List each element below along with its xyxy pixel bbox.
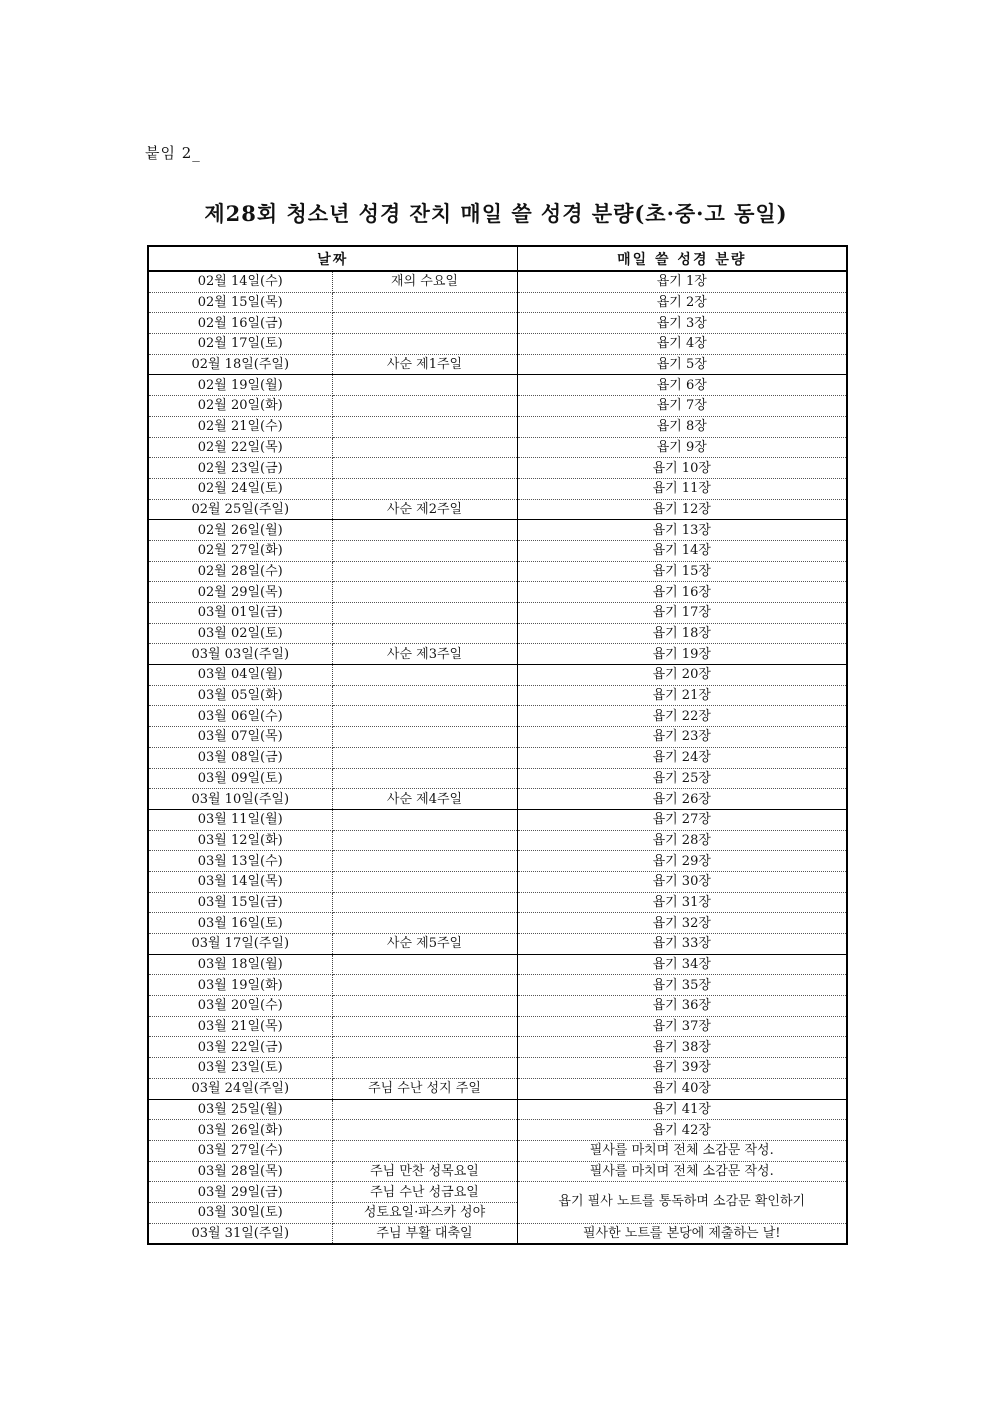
date-cell: 03월 16일(토) xyxy=(148,913,332,934)
table-row xyxy=(148,458,847,479)
table-row xyxy=(148,727,847,748)
event-cell xyxy=(332,292,517,313)
date-cell: 03월 19일(화) xyxy=(148,975,332,996)
table-row xyxy=(148,603,847,624)
table-row xyxy=(148,313,847,334)
chapter-cell: 욥기 37장 xyxy=(517,1016,847,1037)
chapter-cell: 욥기 10장 xyxy=(517,458,847,479)
event-cell: 주님 만찬 성목요일 xyxy=(332,1161,517,1182)
date-cell: 02월 22일(목) xyxy=(148,437,332,458)
table-row xyxy=(148,520,847,541)
event-cell: 사순 제4주일 xyxy=(332,789,517,810)
date-cell: 02월 28일(수) xyxy=(148,561,332,582)
schedule-body xyxy=(148,271,847,1244)
date-cell: 03월 23일(토) xyxy=(148,1058,332,1079)
header-row xyxy=(148,246,847,271)
table-row xyxy=(148,1016,847,1037)
table-row xyxy=(148,996,847,1017)
date-cell: 02월 27일(화) xyxy=(148,540,332,561)
event-cell xyxy=(332,871,517,892)
date-cell: 03월 18일(월) xyxy=(148,954,332,975)
chapter-cell: 욥기 26장 xyxy=(517,789,847,810)
event-cell xyxy=(332,437,517,458)
chapter-cell: 욥기 5장 xyxy=(517,354,847,375)
chapter-cell: 욥기 필사 노트를 통독하며 소감문 확인하기 xyxy=(517,1182,847,1223)
event-cell xyxy=(332,396,517,417)
header-date: 날짜 xyxy=(148,246,517,271)
event-cell: 주님 부활 대축일 xyxy=(332,1223,517,1244)
chapter-cell: 욥기 16장 xyxy=(517,582,847,603)
chapter-cell: 욥기 29장 xyxy=(517,851,847,872)
date-cell: 02월 25일(주일) xyxy=(148,499,332,520)
chapter-cell: 욥기 2장 xyxy=(517,292,847,313)
event-cell xyxy=(332,478,517,499)
date-cell: 03월 02일(토) xyxy=(148,623,332,644)
date-cell: 02월 29일(목) xyxy=(148,582,332,603)
table-row xyxy=(148,851,847,872)
table-row xyxy=(148,582,847,603)
date-cell: 03월 01일(금) xyxy=(148,603,332,624)
chapter-cell: 필사를 마치며 전체 소감문 작성. xyxy=(517,1140,847,1161)
chapter-cell: 욥기 6장 xyxy=(517,375,847,396)
event-cell xyxy=(332,1120,517,1141)
table-row xyxy=(148,561,847,582)
table-row xyxy=(148,954,847,975)
date-cell: 02월 17일(토) xyxy=(148,334,332,355)
date-cell: 02월 16일(금) xyxy=(148,313,332,334)
date-cell: 03월 24일(주일) xyxy=(148,1078,332,1099)
table-row xyxy=(148,809,847,830)
chapter-cell: 욥기 42장 xyxy=(517,1120,847,1141)
table-row xyxy=(148,1037,847,1058)
chapter-cell: 욥기 38장 xyxy=(517,1037,847,1058)
table-row xyxy=(148,830,847,851)
event-cell xyxy=(332,1016,517,1037)
table-row xyxy=(148,1161,847,1182)
date-cell: 03월 25일(월) xyxy=(148,1099,332,1120)
table-row xyxy=(148,892,847,913)
event-cell xyxy=(332,727,517,748)
date-cell: 02월 20일(화) xyxy=(148,396,332,417)
chapter-cell: 욥기 34장 xyxy=(517,954,847,975)
table-row xyxy=(148,685,847,706)
event-cell xyxy=(332,561,517,582)
chapter-cell: 욥기 31장 xyxy=(517,892,847,913)
event-cell xyxy=(332,706,517,727)
event-cell xyxy=(332,747,517,768)
date-cell: 02월 19일(월) xyxy=(148,375,332,396)
chapter-cell: 욥기 11장 xyxy=(517,478,847,499)
date-cell: 02월 14일(수) xyxy=(148,271,332,292)
event-cell xyxy=(332,623,517,644)
event-cell xyxy=(332,685,517,706)
event-cell: 사순 제2주일 xyxy=(332,499,517,520)
date-cell: 03월 22일(금) xyxy=(148,1037,332,1058)
chapter-cell: 욥기 12장 xyxy=(517,499,847,520)
table-row xyxy=(148,396,847,417)
date-cell: 03월 13일(수) xyxy=(148,851,332,872)
chapter-cell: 욥기 33장 xyxy=(517,934,847,955)
table-row xyxy=(148,540,847,561)
date-cell: 03월 21일(목) xyxy=(148,1016,332,1037)
event-cell xyxy=(332,809,517,830)
chapter-cell: 욥기 7장 xyxy=(517,396,847,417)
table-row xyxy=(148,478,847,499)
chapter-cell: 욥기 35장 xyxy=(517,975,847,996)
table-row xyxy=(148,375,847,396)
date-cell: 02월 26일(월) xyxy=(148,520,332,541)
table-row xyxy=(148,913,847,934)
date-cell: 03월 28일(목) xyxy=(148,1161,332,1182)
chapter-cell: 욥기 15장 xyxy=(517,561,847,582)
event-cell xyxy=(332,975,517,996)
event-cell xyxy=(332,1099,517,1120)
chapter-cell: 욥기 14장 xyxy=(517,540,847,561)
table-row xyxy=(148,871,847,892)
attachment-label: 붙임 2_ xyxy=(145,144,201,162)
table-row xyxy=(148,1078,847,1099)
table-row xyxy=(148,1182,847,1203)
event-cell xyxy=(332,851,517,872)
chapter-cell: 욥기 30장 xyxy=(517,871,847,892)
date-cell: 03월 30일(토) xyxy=(148,1202,332,1223)
event-cell xyxy=(332,582,517,603)
date-cell: 02월 24일(토) xyxy=(148,478,332,499)
chapter-cell: 욥기 13장 xyxy=(517,520,847,541)
chapter-cell: 욥기 27장 xyxy=(517,809,847,830)
event-cell xyxy=(332,1037,517,1058)
table-row xyxy=(148,1099,847,1120)
event-cell xyxy=(332,665,517,686)
chapter-cell: 욥기 4장 xyxy=(517,334,847,355)
table-row xyxy=(148,768,847,789)
event-cell: 사순 제1주일 xyxy=(332,354,517,375)
date-cell: 03월 12일(화) xyxy=(148,830,332,851)
event-cell: 사순 제3주일 xyxy=(332,644,517,665)
date-cell: 02월 21일(수) xyxy=(148,416,332,437)
event-cell xyxy=(332,996,517,1017)
page-title: 제28회 청소년 성경 잔치 매일 쓸 성경 분량(초·중·고 동일) xyxy=(204,201,788,226)
event-cell xyxy=(332,603,517,624)
event-cell xyxy=(332,334,517,355)
chapter-cell: 욥기 28장 xyxy=(517,830,847,851)
date-cell: 03월 26일(화) xyxy=(148,1120,332,1141)
date-cell: 03월 10일(주일) xyxy=(148,789,332,810)
chapter-cell: 욥기 23장 xyxy=(517,727,847,748)
table-row xyxy=(148,1058,847,1079)
date-cell: 03월 08일(금) xyxy=(148,747,332,768)
schedule-table xyxy=(147,245,848,1245)
date-cell: 03월 11일(월) xyxy=(148,809,332,830)
event-cell: 주님 수난 성금요일 xyxy=(332,1182,517,1203)
chapter-cell: 욥기 17장 xyxy=(517,603,847,624)
date-cell: 03월 05일(화) xyxy=(148,685,332,706)
event-cell xyxy=(332,313,517,334)
event-cell: 성토요일·파스카 성야 xyxy=(332,1202,517,1223)
table-row xyxy=(148,665,847,686)
table-row xyxy=(148,1140,847,1161)
event-cell xyxy=(332,892,517,913)
date-cell: 03월 07일(목) xyxy=(148,727,332,748)
table-row xyxy=(148,934,847,955)
table-row xyxy=(148,271,847,292)
chapter-cell: 욥기 1장 xyxy=(517,271,847,292)
chapter-cell: 욥기 40장 xyxy=(517,1078,847,1099)
event-cell xyxy=(332,1058,517,1079)
event-cell: 재의 수요일 xyxy=(332,271,517,292)
event-cell xyxy=(332,954,517,975)
table-row xyxy=(148,623,847,644)
table-row xyxy=(148,975,847,996)
chapter-cell: 욥기 19장 xyxy=(517,644,847,665)
event-cell xyxy=(332,540,517,561)
table-row xyxy=(148,354,847,375)
table-row xyxy=(148,789,847,810)
chapter-cell: 필사한 노트를 본당에 제출하는 날! xyxy=(582,1225,781,1241)
chapter-cell: 욥기 41장 xyxy=(517,1099,847,1120)
event-cell xyxy=(332,768,517,789)
chapter-cell: 욥기 39장 xyxy=(517,1058,847,1079)
date-cell: 03월 04일(월) xyxy=(148,665,332,686)
date-cell: 03월 09일(토) xyxy=(148,768,332,789)
chapter-cell: 욥기 22장 xyxy=(517,706,847,727)
chapter-cell: 필사를 마치며 전체 소감문 작성. xyxy=(517,1161,847,1182)
date-cell: 03월 27일(수) xyxy=(148,1140,332,1161)
chapter-cell: 욥기 36장 xyxy=(517,996,847,1017)
table-row xyxy=(148,1120,847,1141)
chapter-cell: 욥기 8장 xyxy=(517,416,847,437)
date-cell: 03월 20일(수) xyxy=(148,996,332,1017)
event-cell xyxy=(332,416,517,437)
event-cell xyxy=(332,830,517,851)
event-cell xyxy=(332,520,517,541)
chapter-cell: 욥기 18장 xyxy=(517,623,847,644)
event-cell: 사순 제5주일 xyxy=(332,934,517,955)
chapter-cell: 욥기 3장 xyxy=(517,313,847,334)
event-cell xyxy=(332,913,517,934)
event-cell xyxy=(332,1140,517,1161)
header-portion: 매일 쓸 성경 분량 xyxy=(517,246,847,271)
date-cell: 03월 31일(주일) xyxy=(148,1223,332,1244)
date-cell: 02월 23일(금) xyxy=(148,458,332,479)
chapter-cell: 욥기 21장 xyxy=(517,685,847,706)
chapter-cell: 욥기 9장 xyxy=(517,437,847,458)
event-cell xyxy=(332,458,517,479)
table-row xyxy=(148,644,847,665)
chapter-cell: 욥기 32장 xyxy=(517,913,847,934)
table-row xyxy=(148,1223,847,1244)
date-cell: 03월 06일(수) xyxy=(148,706,332,727)
date-cell: 02월 15일(목) xyxy=(148,292,332,313)
table-row xyxy=(148,334,847,355)
event-cell: 주님 수난 성지 주일 xyxy=(332,1078,517,1099)
chapter-cell: 욥기 24장 xyxy=(517,747,847,768)
date-cell: 03월 17일(주일) xyxy=(148,934,332,955)
date-cell: 03월 29일(금) xyxy=(148,1182,332,1203)
table-row xyxy=(148,416,847,437)
chapter-cell: 욥기 25장 xyxy=(517,768,847,789)
date-cell: 03월 14일(목) xyxy=(148,871,332,892)
date-cell: 03월 15일(금) xyxy=(148,892,332,913)
event-cell xyxy=(332,375,517,396)
date-cell: 03월 03일(주일) xyxy=(148,644,332,665)
date-cell: 02월 18일(주일) xyxy=(148,354,332,375)
table-row xyxy=(148,706,847,727)
table-row xyxy=(148,292,847,313)
chapter-cell: 욥기 20장 xyxy=(517,665,847,686)
table-row xyxy=(148,747,847,768)
table-row xyxy=(148,437,847,458)
table-row xyxy=(148,499,847,520)
